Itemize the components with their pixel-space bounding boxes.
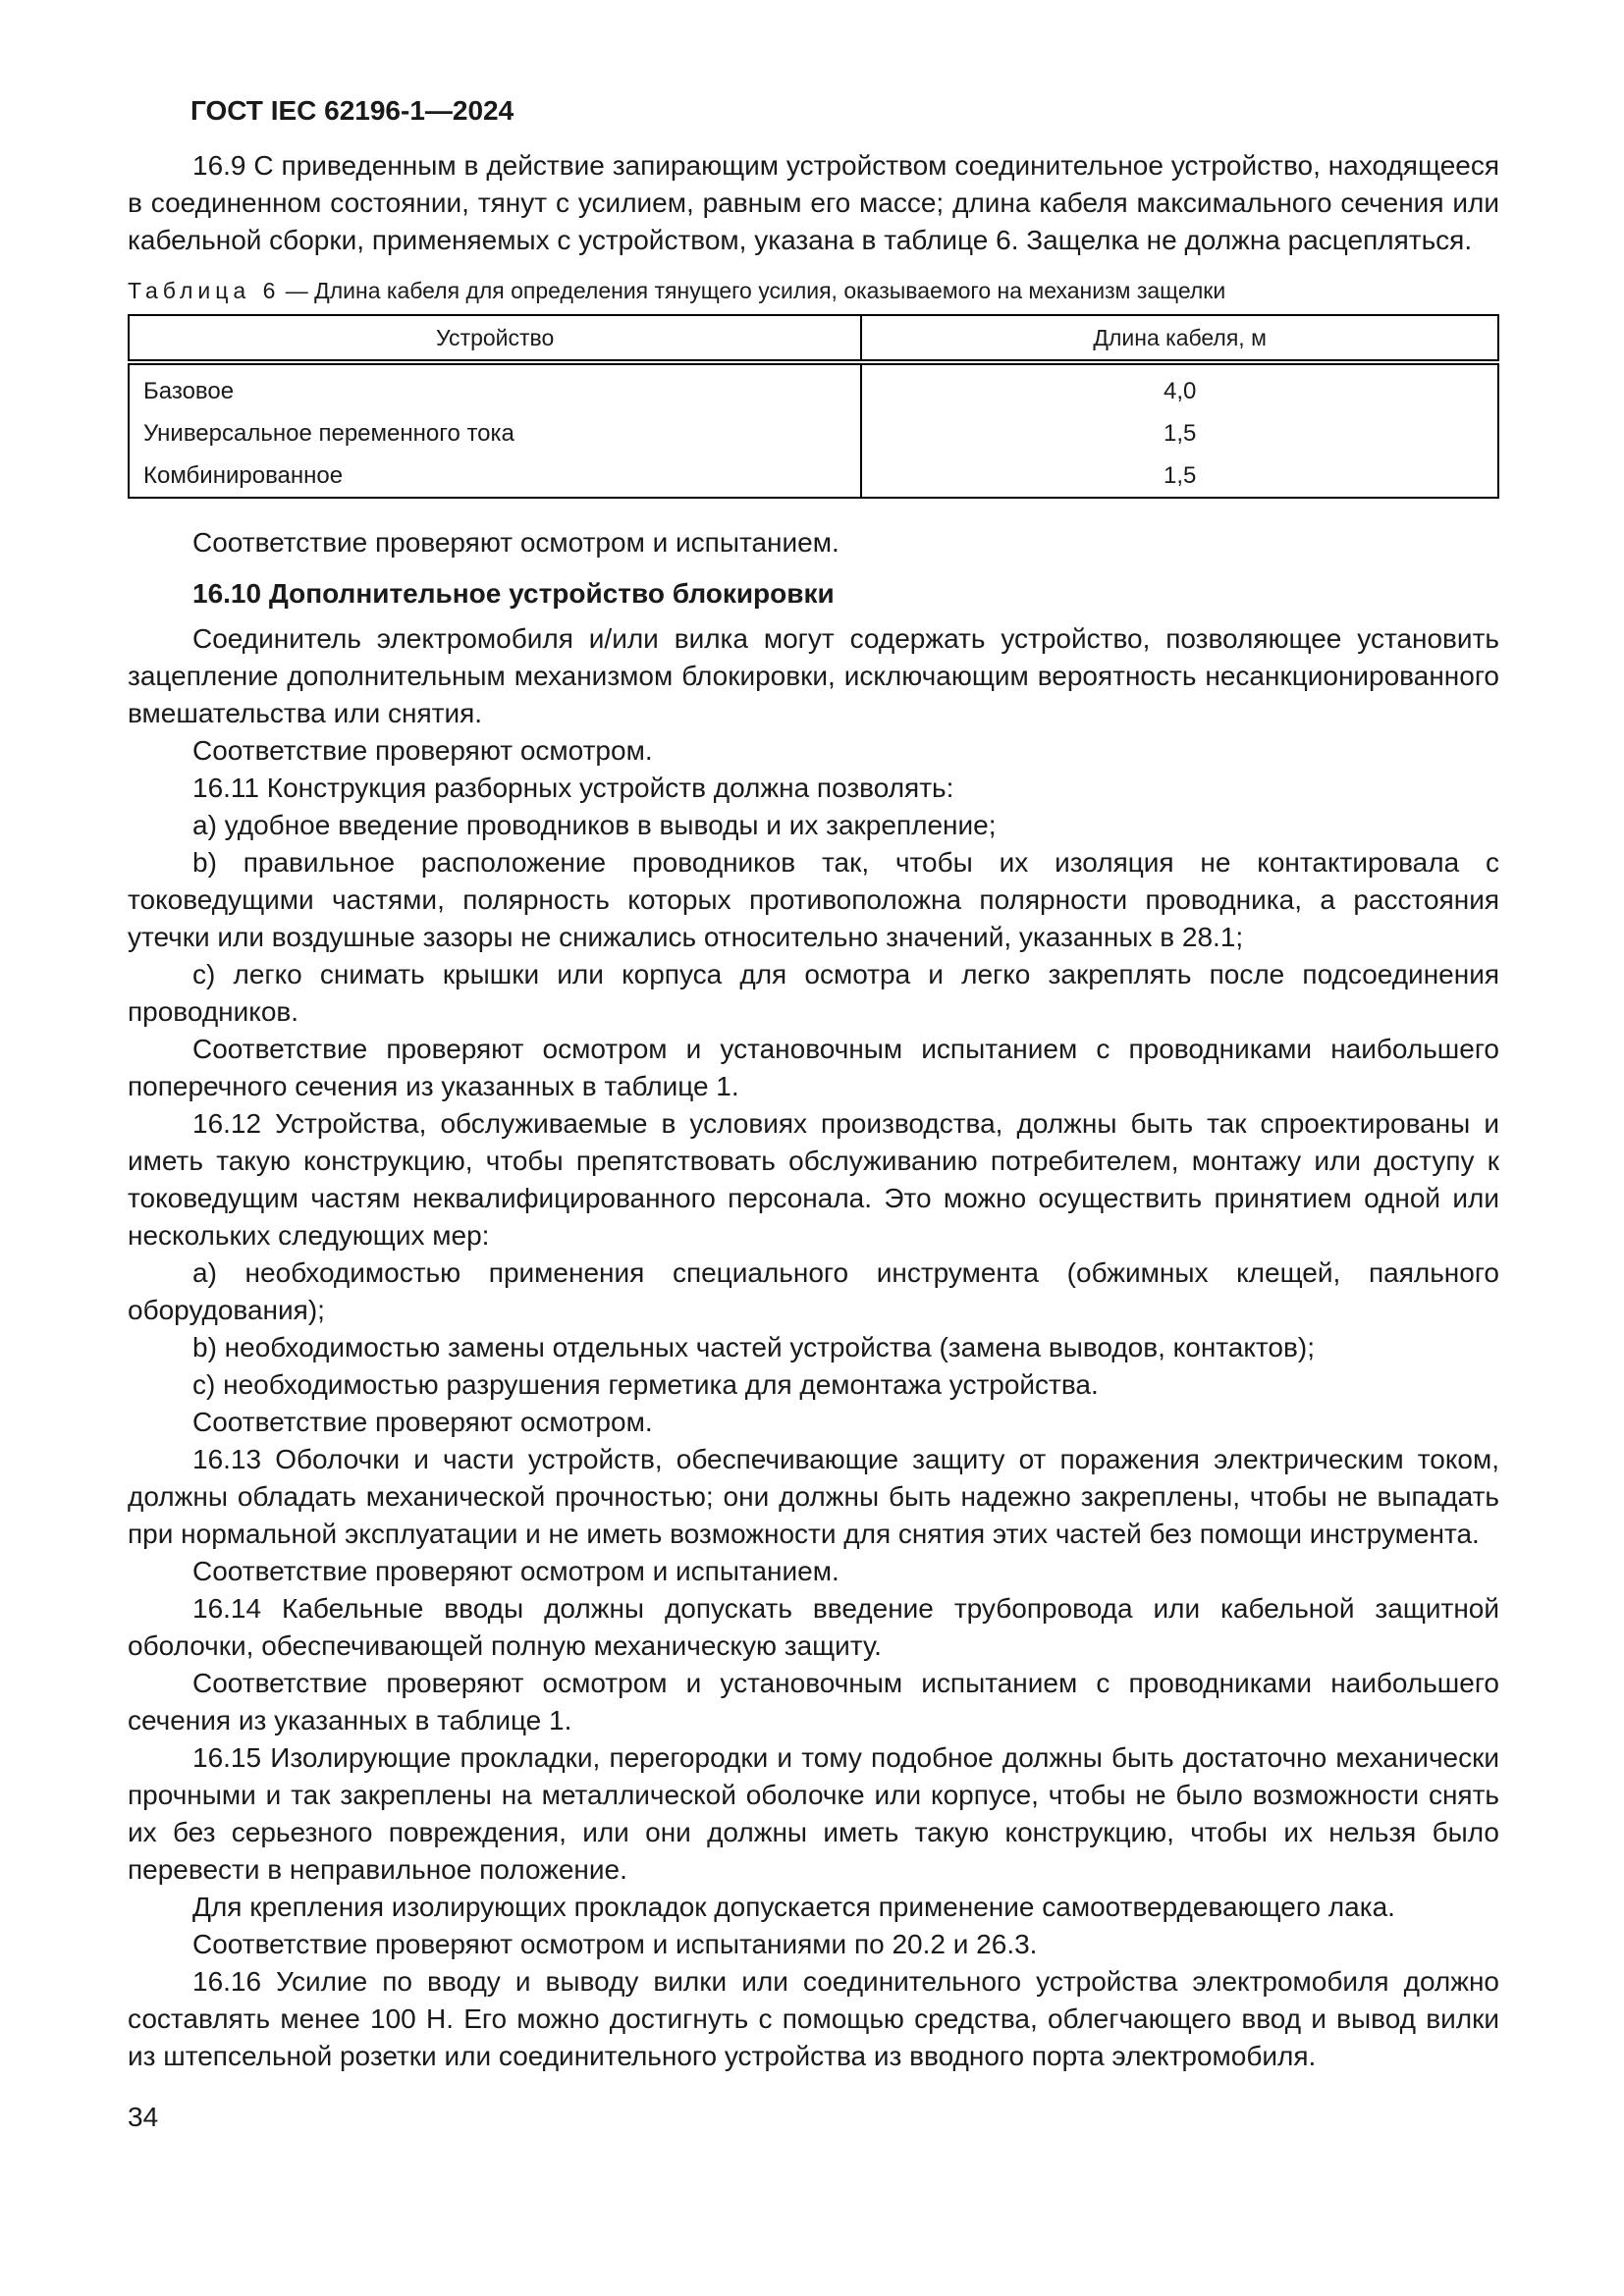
paragraph-16-16: 16.16 Усилие по вводу и выводу вилки или соединительного устройства электромобиля должно составлять менее 100 Н. Его можно достигнуть с помощью средства, облегчающего ввод и вывод вилки из штепсельной розетки или соединительного устройства из вводного порта электромобиля. (128, 1966, 1499, 2071)
compliance-note-16-9: Соответствие проверяют осмотром и испытанием. (192, 527, 839, 558)
table-6-header-row (129, 315, 1498, 362)
list-item-16-12-c: c) необходимостью разрушения герметика для демонтажа устройства. (192, 1369, 1099, 1400)
table-caption-word: Таблица (128, 278, 251, 303)
compliance-note-16-12: Соответствие проверяют осмотром. (192, 1407, 653, 1437)
list-item-16-11-b: b) правильное расположение проводников так, чтобы их изоляция не контактировала с токоведущими частями, полярность которых противоположна полярности проводника, а расстояния утечки или воздушные зазоры не снижались относительно значений, указанных в 28.1; (128, 847, 1499, 952)
paragraph-16-10: Соединитель электромобиля и/или вилка могут содержать устройство, позволяющее установить зацепление дополнительным механизмом блокировки, исключающим вероятность несанкционированного вмешательства или снятия. (128, 623, 1499, 728)
compliance-note-16-11: Соответствие проверяют осмотром и установочным испытанием с проводниками наибольшего поперечного сечения из указанных в таблице 1. (128, 1034, 1499, 1101)
paragraph-16-12: 16.12 Устройства, обслуживаемые в условиях производства, должны быть так спроектированы и иметь такую конструкцию, чтобы препятствовать обслуживанию потребителем, монтажу или доступу к токоведущим частям неквалифицированного персонала. Это можно осуществить принятием одной или нескольких следующих мер: (128, 1108, 1499, 1251)
list-item-16-11-c: c) легко снимать крышки или корпуса для осмотра и легко закреплять после подсоединения проводников. (128, 959, 1499, 1027)
list-item-16-12-a: a) необходимостью применения специального инструмента (обжимных клещей, паяльного оборудования); (128, 1257, 1499, 1325)
table-row (129, 412, 1498, 454)
table-caption-number: 6 (262, 278, 276, 303)
compliance-note-16-14: Соответствие проверяют осмотром и установочным испытанием с проводниками наибольшего сечения из указанных в таблице 1. (128, 1668, 1499, 1735)
table-6 (128, 314, 1499, 499)
cell-cable-length: 1,5 (861, 454, 1498, 498)
list-item-16-12-b: b) необходимостью замены отдельных частей устройства (замена выводов, контактов); (192, 1332, 1315, 1362)
paragraph-16-14: 16.14 Кабельные вводы должны допускать введение трубопровода или кабельной защитной оболочки, обеспечивающей полную механическую защиту. (128, 1593, 1499, 1661)
paragraph-16-13: 16.13 Оболочки и части устройств, обеспечивающие защиту от поражения электрическим током, должны обладать механической прочностью; они должны быть надежно закреплены, чтобы не выпадать при нормальной эксплуатации и не иметь возможности для снятия этих частей без помощи инструмента. (128, 1444, 1499, 1549)
column-header-cable-length: Длина кабеля, м (861, 315, 1498, 362)
paragraph-16-15: 16.15 Изолирующие прокладки, перегородки и тому подобное должны быть достаточно механически прочными и так закреплены на металлической оболочке или корпусе, чтобы не было возможности снять их без серьезного повреждения, или они должны иметь такую конструкцию, чтобы их нельзя было перевести в неправильное положение. (128, 1742, 1499, 1885)
table-6-caption (128, 277, 1499, 304)
doc-number: ГОСТ IEC 62196-1—2024 (190, 95, 514, 126)
section-heading-16-10: 16.10 Дополнительное устройство блокировки (192, 578, 835, 609)
cell-device: Базовое (143, 378, 235, 404)
running-header (128, 94, 1499, 128)
paragraph-16-15-note: Для крепления изолирующих прокладок допускается применение самоотвердевающего лака. (192, 1892, 1395, 1922)
table-caption-text: — Длина кабеля для определения тянущего усилия, оказываемого на механизм защелки (285, 278, 1226, 303)
page-number: 34 (128, 2102, 159, 2132)
compliance-note-16-13: Соответствие проверяют осмотром и испытанием. (192, 1556, 839, 1586)
compliance-note-16-10: Соответствие проверяют осмотром. (192, 735, 653, 766)
compliance-note-16-15: Соответствие проверяют осмотром и испытаниями по 20.2 и 26.3. (192, 1929, 1038, 1959)
paragraph-16-11: 16.11 Конструкция разборных устройств должна позволять: (192, 773, 954, 803)
column-header-device: Устройство (129, 315, 861, 362)
table-row (129, 362, 1498, 412)
paragraph-16-9: 16.9 С приведенным в действие запирающим устройством соединительное устройство, находящееся в соединенном состоянии, тянут с усилием, равным его массе; длина кабеля максимального сечения или кабельной сборки, применяемых с устройством, указана в таблице 6. Защелка не должна расцепляться. (128, 150, 1499, 255)
cell-cable-length: 4,0 (861, 362, 1498, 412)
cell-device: Универсальное переменного тока (143, 420, 514, 447)
cell-device: Комбинированное (143, 462, 344, 489)
table-row (129, 454, 1498, 498)
cell-cable-length: 1,5 (861, 412, 1498, 454)
list-item-16-11-a: a) удобное введение проводников в выводы и их закрепление; (192, 810, 997, 840)
